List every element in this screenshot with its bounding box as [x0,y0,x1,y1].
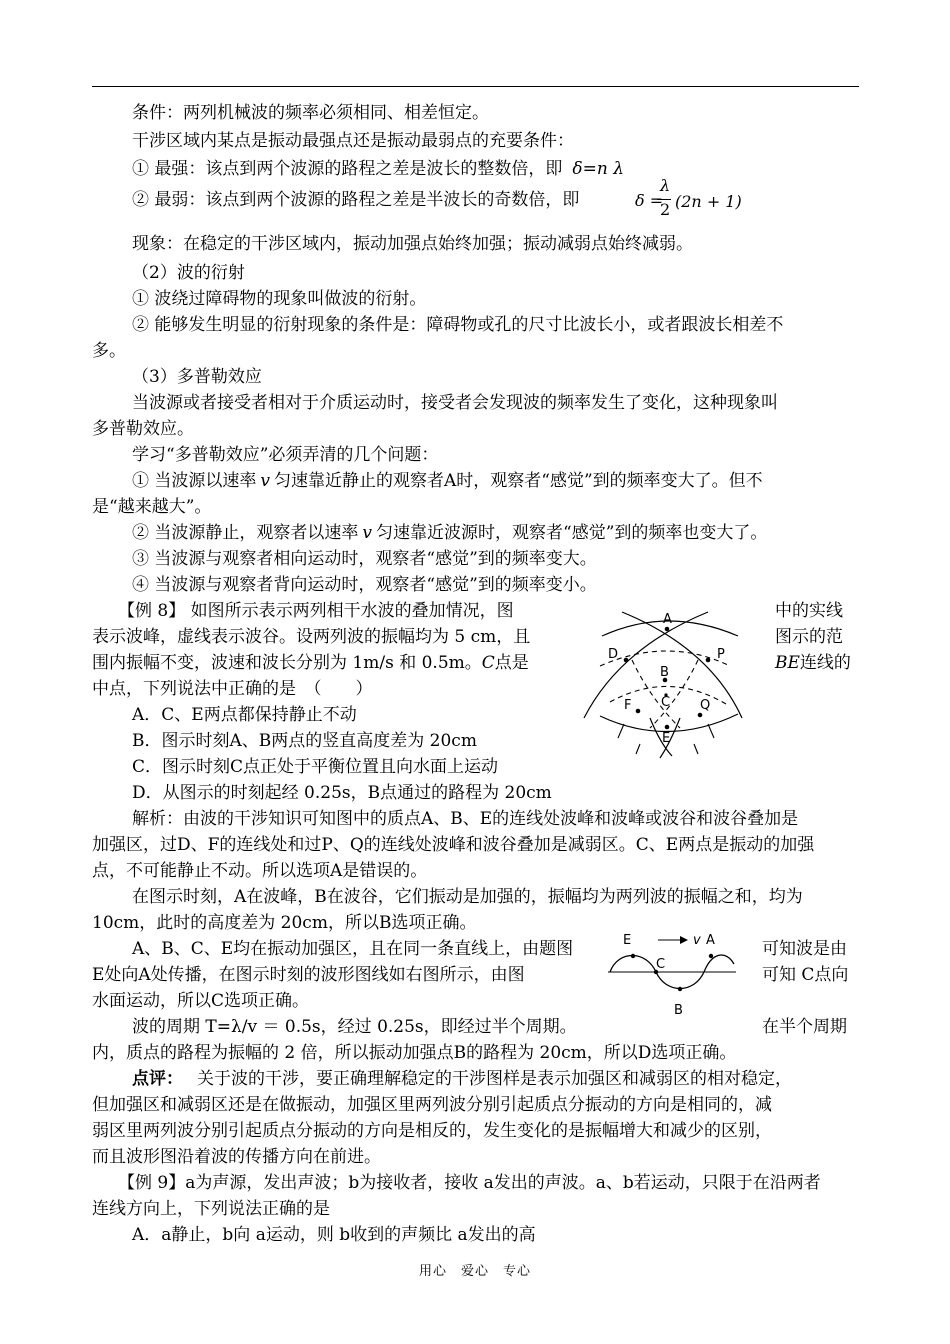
text-line: ① 当波源以速率 v 匀速靠近静止的观察者A时，观察者“感觉”到的频率变大了。但不 [132,471,763,491]
analysis-line: 解析：由波的干涉知识可知图中的质点A、B、E的连线处波峰和波峰或波谷和波谷叠加是 [132,809,799,829]
label-e: E [662,731,671,746]
analysis-line: 可知波是由 [762,939,847,959]
text-line: 学习“多普勒效应”必须弄清的几个问题： [132,445,439,465]
analysis-line: 加强区，过D、F的连线处和过P、Q的连线处波峰和波谷叠加是减弱区。C、E两点是振动的加强 [92,835,815,855]
text-line: 是“越来越大”。 [92,497,212,517]
label-p: P [717,647,725,662]
comment-label: 点评： [132,1069,183,1089]
text-line: 围内振幅不变，波速和波长分别为 1m/s 和 0.5m。C点是 [92,653,529,673]
label-d: D [608,647,619,662]
point-a [665,627,670,632]
comment-line: 但加强区和减弱区还是在做振动，加强区里两列波分别引起质点分振动的方向是相同的，减 [92,1095,772,1115]
waveform-figure [608,928,738,1020]
point-b [678,987,682,991]
option-a: A．a静止，b向 a运动，则 b收到的声频比 a发出的高 [132,1225,536,1245]
label-q: Q [700,698,711,713]
point-e [665,725,670,730]
label-b: B [660,665,669,680]
text-line: 中的实线 [775,601,843,621]
trough-arc-4 [650,660,698,728]
point-d [624,658,629,663]
point-q [698,713,703,718]
example-8-title: 【例 8】 如图所示表示两列相干水波的叠加情况，图 [118,601,514,621]
text-line: 条件：两列机械波的频率必须相同、相差恒定。 [132,103,489,123]
analysis-line: 波的周期 T=λ/v ＝ 0.5s，经过 0.25s，即经过半个周期。 [132,1017,577,1037]
analysis-line: 10cm，此时的高度差为 20cm，所以B选项正确。 [92,913,477,933]
text-line: ① 最强：该点到两个波源的路程之差是波长的整数倍，即 δ=n λ [132,159,625,179]
tick-mark [708,724,714,738]
tick-mark [694,744,698,754]
analysis-line: 可知 C点向 [762,965,849,985]
arrow-head-icon [680,936,688,944]
text-line: 多普勒效应。 [92,419,194,439]
formula-delta-n-lambda: δ=n λ [572,159,625,179]
comment-line: 弱区里两列波分别引起质点分振动的方向是相反的，发生变化的是振幅增大和减少的区别， [92,1121,772,1141]
text-line: 图示的范 [775,627,843,647]
text-line: 中点，下列说法中正确的是 （ ） [92,679,373,699]
tick-mark [636,744,640,754]
point-a [709,954,713,958]
analysis-line: 在图示时刻，A在波峰，B在波谷，它们振动是加强的，振幅均为两列波的振幅之和，均为 [132,887,803,907]
trough-arc-3 [632,660,680,728]
text-line: ② 最弱：该点到两个波源的路程之差是半波长的奇数倍，即 [132,190,580,210]
label-b: B [674,1003,683,1018]
text-line: 现象：在稳定的干涉区域内，振动加强点始终加强；振动减弱点始终减弱。 [132,234,693,254]
crest-arc-right [622,612,742,718]
text-line: 多。 [92,341,126,361]
comment-line: 点评： 关于波的干涉，要正确理解稳定的干涉图样是表示加强区和减弱区的相对稳定， [132,1069,792,1089]
formula-half-lambda: δ = λ 2 (2n + 1) [635,176,742,219]
label-f: F [624,698,632,713]
point-f [636,709,641,714]
label-a: A [663,612,672,627]
interference-figure [580,608,750,768]
label-a: A [706,933,715,948]
point-p [706,658,711,663]
label-v: v [693,933,701,948]
label-c: C [656,957,666,972]
text-line: ② 当波源静止，观察者以速率 v 匀速靠近波源时，观察者“感觉”到的频率也变大了。 [132,523,768,543]
text-line: （3）多普勒效应 [132,367,262,387]
example-9-title: 【例 9】a为声源，发出声波；b为接收者，接收 a发出的声波。a、b若运动，只限于在沿两者 [118,1173,821,1193]
analysis-line: 水面运动，所以C选项正确。 [92,991,310,1011]
text-line: （2）波的衍射 [132,263,245,283]
analysis-line: 内，质点的路程为振幅的 2 倍，所以振动加强点B的路程为 20cm，所以D选项正确。 [92,1043,737,1063]
text-line: ② 能够发生明显的衍射现象的条件是：障碍物或孔的尺寸比波长小，或者跟波长相差不 [132,315,784,335]
text-line: 表示波峰，虚线表示波谷。设两列波的振幅均为 5 cm，且 [92,627,531,647]
label-c: C [661,695,671,710]
text-line: ① 波绕过障碍物的现象叫做波的衍射。 [132,289,427,309]
analysis-line: 点，不可能静止不动。所以选项A是错误的。 [92,861,428,881]
text-line: BE连线的 [775,653,851,673]
text-line: ③ 当波源与观察者相向运动时，观察者“感觉”到的频率变大。 [132,549,597,569]
analysis-line: 在半个周期 [762,1017,847,1037]
label-e: E [623,933,632,948]
header-rule [92,86,859,87]
point-e [631,954,635,958]
comment-line: 而且波形图沿着波的传播方向在前进。 [92,1147,381,1167]
text-line: 当波源或者接受者相对于介质运动时，接受者会发现波的频率发生了变化，这种现象叫 [132,393,778,413]
option-b: B．图示时刻A、B两点的竖直高度差为 20cm [132,731,477,751]
option-d: D．从图示的时刻起经 0.25s，B点通过的路程为 20cm [132,783,552,803]
trough-arc-1 [600,651,730,666]
analysis-line: A、B、C、E均在振动加强区，且在同一条直线上，由题图 [132,939,574,959]
text-line: 干涉区域内某点是振动最强点还是振动最弱点的充要条件： [132,131,574,151]
option-c: C．图示时刻C点正处于平衡位置且向水面上运动 [132,757,499,777]
tick-mark [618,724,624,738]
option-a: A．C、E两点都保持静止不动 [132,705,357,725]
page-footer: 用心 爱心 专心 [418,1264,531,1279]
text-line: ④ 当波源与观察者背向运动时，观察者“感觉”到的频率变小。 [132,575,597,595]
text-line: 连线方向上，下列说法正确的是 [92,1199,330,1219]
analysis-line: E处向A处传播，在图示时刻的波形图线如右图所示，由图 [92,965,525,985]
